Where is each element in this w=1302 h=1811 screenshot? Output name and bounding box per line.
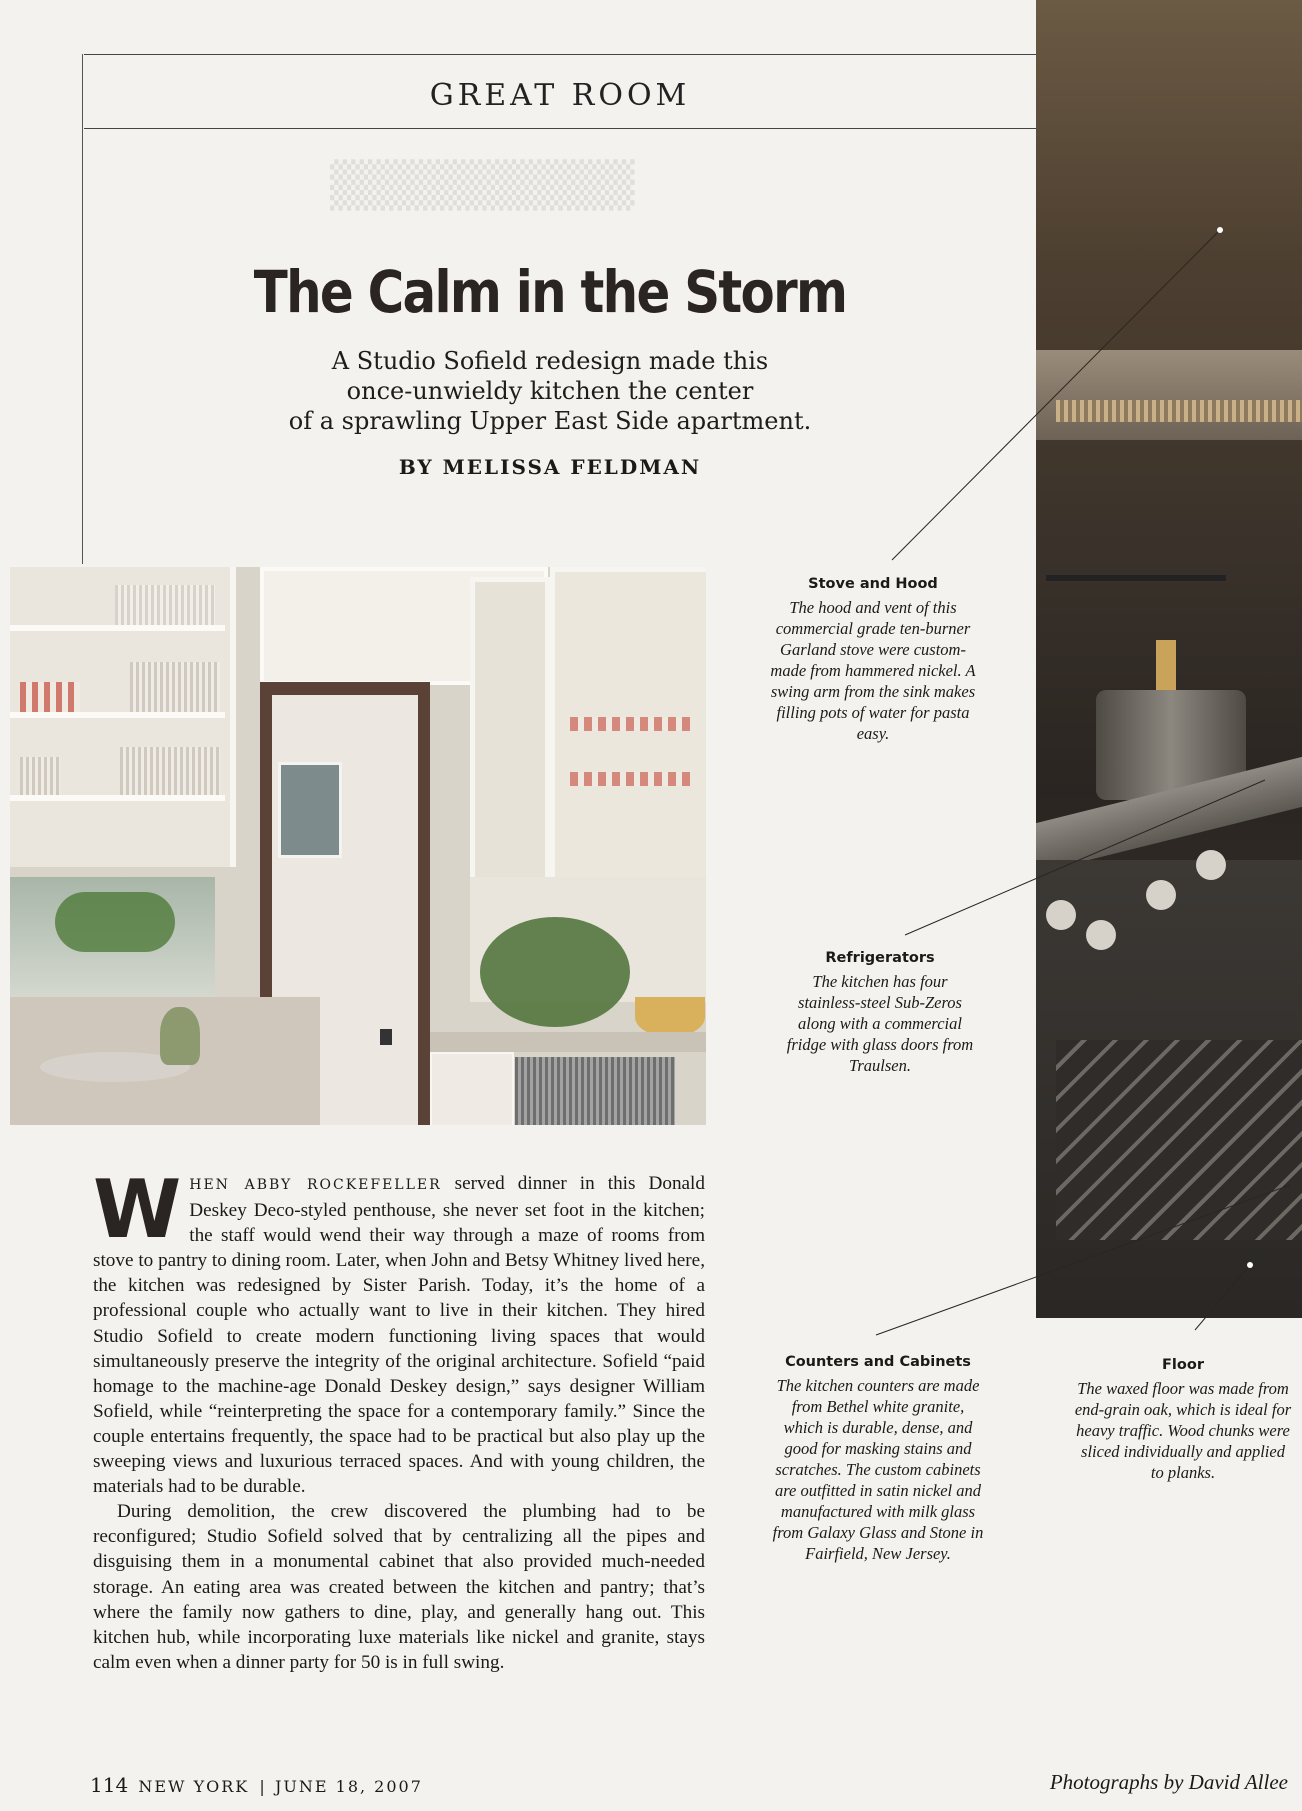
headline: The Calm in the Storm — [253, 258, 847, 326]
callout-refrigerators — [780, 948, 980, 1076]
callout-stove-hood — [770, 574, 976, 744]
paragraph: During demolition, the crew discovered the plumbing had to be reconfigured; Studio Sofield solved that by centralizing all the pipes and disguising them in a monumental cabinet that also provided much-needed storage. An eating area was created between the kitchen and pantry; that’s where the family now gathers to dine, play, and generally hang out. This kitchen hub, while incorporating luxe materials like nickel and granite, stays calm even when a dinner party for 50 is in full swing. — [93, 1501, 705, 1673]
bleed-through-text: ▒▒▒▒▒▒▒▒▒ — [330, 160, 635, 211]
photo-credit: Photographs by David Allee — [1049, 1770, 1288, 1794]
callout-body: The kitchen counters are made from Bethel white granite, which is durable, dense, and good for masking stains and scratches. The custom cabinets are outfitted in satin nickel and manufactured with milk glass from Galaxy Glass and Stone in Fairfield, New Jersey. — [772, 1376, 984, 1563]
dek-line: A Studio Sofield redesign made this — [331, 347, 769, 375]
folio: 114 NEW YORK | JUNE 18, 2007 — [90, 1773, 423, 1797]
callout-title: Stove and Hood — [808, 576, 938, 592]
publication-name: NEW YORK — [138, 1777, 250, 1796]
paragraph — [93, 1163, 705, 1499]
lead-in: HEN ABBY ROCKEFELLER — [189, 1177, 442, 1193]
callout-floor — [1074, 1355, 1292, 1483]
section-title: GREAT ROOM — [429, 78, 691, 113]
page-number: 114 — [90, 1773, 129, 1797]
callout-body: The waxed floor was made from end-grain oak, which is ideal for heavy traffic. Wood chunks were sliced individually and applied to planks. — [1074, 1379, 1292, 1482]
drop-cap: W — [93, 1163, 182, 1256]
callout-body: The kitchen has four stainless-steel Sub-Zeros along with a commercial fridge with glass doors from Traulsen. — [786, 972, 974, 1075]
dek-line: once-unwieldy kitchen the center — [346, 377, 754, 405]
issue-date: JUNE 18, 2007 — [274, 1777, 423, 1796]
callout-body: The hood and vent of this commercial grade ten-burner Garland stove were custom-made from hammered nickel. A swing arm from the sink makes filling pots of water for pasta easy. — [770, 598, 976, 743]
dek-line: of a sprawling Upper East Side apartment. — [288, 407, 812, 435]
callout-title: Counters and Cabinets — [785, 1354, 971, 1370]
article-body — [93, 1163, 705, 1675]
callout-counters-cabinets — [770, 1352, 986, 1564]
byline: BY MELISSA FELDMAN — [398, 455, 702, 479]
callout-title: Refrigerators — [825, 950, 935, 966]
paragraph-text: served dinner in this Donald Deskey Deco-styled penthouse, she never set foot in the kitchen; the staff would wend their way through a maze of rooms from stove to pantry to dining room. Later, when John and Betsy Whitney lived here, the kitchen was redesigned by Sister Parish. Today, it’s the home of a professional couple who actually want to live in their kitchen. They hired Studio Sofield to create modern functioning living spaces that would simultaneously preserve the integrity of the original architecture. Sofield “paid homage to the machine-age Donald Deskey design,” says designer William Sofield, while “reinterpreting the space for a contemporary family.” Since the couple entertains frequently, the space had to be practical but also play up the sweeping views and luxurious terraced spaces. And with young children, the materials had to be durable. — [93, 1173, 705, 1498]
callout-title: Floor — [1162, 1357, 1204, 1373]
